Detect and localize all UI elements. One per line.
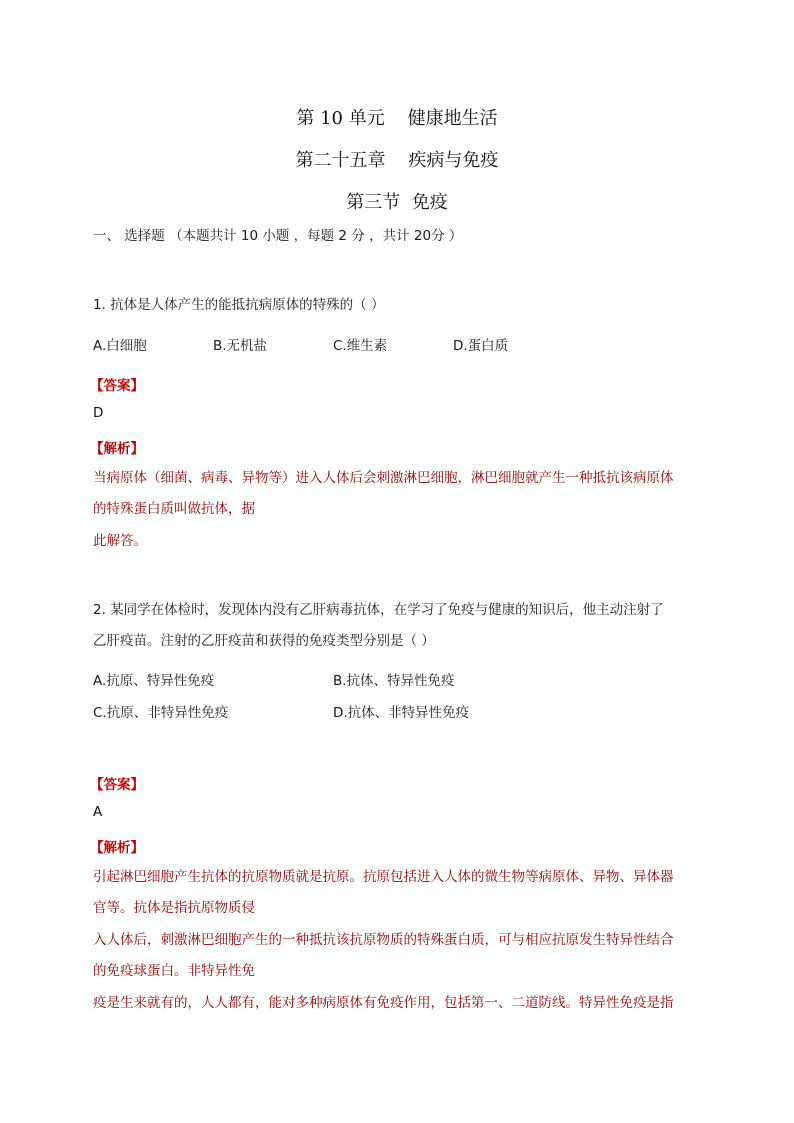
question-2-option-c: C.抗原、非特异性免疫 — [93, 705, 229, 721]
question-1-option-b: B.无机盐 — [213, 338, 268, 354]
question-1-stem: 1. 抗体是人体产生的能抵抗病原体的特殊的（ ） — [93, 297, 385, 313]
question-2-answer-label: 【答案】 — [90, 777, 144, 793]
question-2-option-d: D.抗体、非特异性免疫 — [333, 705, 470, 721]
chapter-title: 第二十五章 疾病与免疫 — [295, 150, 499, 171]
question-1-analysis-line: 的特殊蛋白质叫做抗体，据 — [93, 501, 255, 517]
question-1-option-d: D.蛋白质 — [453, 338, 509, 354]
question-2-analysis-line: 疫是生来就有的，人人都有，能对多种病原体有免疫作用，包括第一、二道防线。特异性免疫是指 — [93, 995, 674, 1011]
question-2-option-a: A.抗原、特异性免疫 — [93, 673, 215, 689]
question-1-analysis-label: 【解析】 — [90, 441, 144, 457]
question-2-analysis-label: 【解析】 — [90, 840, 144, 856]
question-2-analysis-line: 入人体后，刺激淋巴细胞产生的一种抵抗该抗原物质的特殊蛋白质，可与相应抗原发生特异性结合 — [93, 932, 674, 948]
question-2-analysis-line: 的免疫球蛋白。非特异性免 — [93, 963, 255, 979]
question-2-option-b: B.抗体、特异性免疫 — [333, 673, 455, 689]
unit-title: 第 10 单元 健康地生活 — [296, 108, 498, 129]
section-title: 第三节 免疫 — [346, 192, 448, 213]
question-2-analysis-line: 引起淋巴细胞产生抗体的抗原物质就是抗原。抗原包括进入人体的微生物等病原体、异物、异体器 — [93, 869, 674, 885]
question-2-stem: 2. 某同学在体检时，发现体内没有乙肝病毒抗体，在学习了免疫与健康的知识后，他主动注射了 — [93, 602, 664, 618]
question-2-analysis-line: 官等。抗体是指抗原物质侵 — [93, 900, 255, 916]
part-heading: 一、 选择题 （本题共计 10 小题 ，每题 2 分 ，共计 20分 ） — [93, 228, 463, 244]
question-1-analysis-line: 此解答。 — [93, 533, 147, 549]
question-2-stem: 乙肝疫苗。注射的乙肝疫苗和获得的免疫类型分别是（ ） — [93, 633, 435, 649]
question-1-answer: D — [93, 405, 104, 421]
question-2-answer: A — [93, 804, 103, 820]
question-1-option-c: C.维生素 — [333, 338, 388, 354]
question-1-option-a: A.白细胞 — [93, 338, 147, 354]
question-1-analysis-line: 当病原体（细菌、病毒、异物等）进入人体后会刺激淋巴细胞，淋巴细胞就产生一种抵抗该病原体 — [93, 470, 674, 486]
question-1-answer-label: 【答案】 — [90, 378, 144, 394]
